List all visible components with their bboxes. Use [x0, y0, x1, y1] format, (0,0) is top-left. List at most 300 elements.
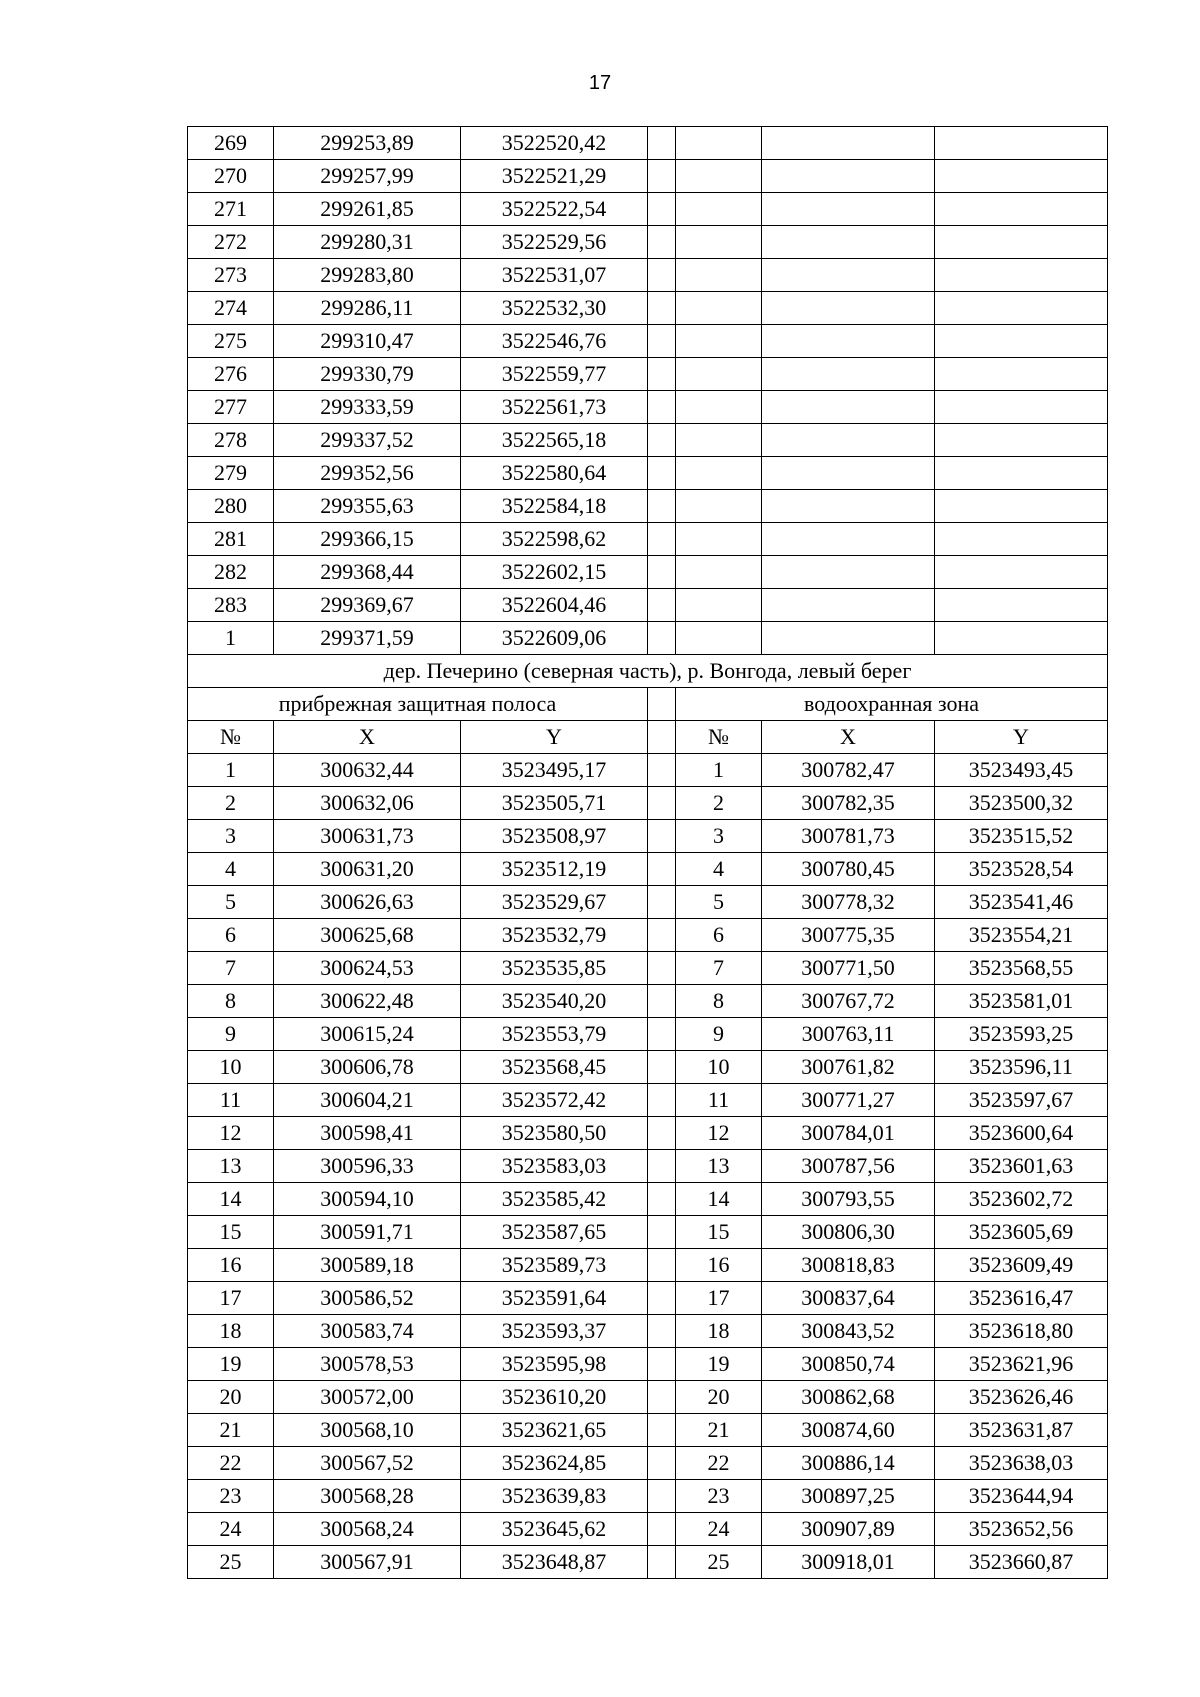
x-coordinate: 299286,11: [274, 292, 461, 325]
table-row: [188, 853, 1108, 886]
y-coordinate-right: 3523597,67: [935, 1084, 1108, 1117]
empty-cell: [935, 160, 1108, 193]
x-coordinate-right: 300793,55: [762, 1183, 935, 1216]
point-number-left: 19: [188, 1348, 274, 1381]
x-coordinate-left: 300594,10: [274, 1183, 461, 1216]
x-coordinate-right: 300782,47: [762, 754, 935, 787]
x-coordinate: 299371,59: [274, 622, 461, 655]
x-coordinate: 299368,44: [274, 556, 461, 589]
separator-cell: [648, 424, 676, 457]
point-number-right: 17: [676, 1282, 762, 1315]
y-coordinate-right: 3523493,45: [935, 754, 1108, 787]
x-coordinate-right: 300850,74: [762, 1348, 935, 1381]
y-coordinate-right: 3523515,52: [935, 820, 1108, 853]
point-number-right: 23: [676, 1480, 762, 1513]
x-coordinate: 299280,31: [274, 226, 461, 259]
point-number-left: 15: [188, 1216, 274, 1249]
table-row: [188, 556, 1108, 589]
y-coordinate-right: 3523528,54: [935, 853, 1108, 886]
table-row: [188, 1117, 1108, 1150]
separator-cell: [648, 1150, 676, 1183]
y-coordinate: 3522604,46: [461, 589, 648, 622]
y-coordinate-left: 3523580,50: [461, 1117, 648, 1150]
y-coordinate: 3522602,15: [461, 556, 648, 589]
empty-cell: [676, 358, 762, 391]
point-number-right: 21: [676, 1414, 762, 1447]
y-coordinate: 3522532,30: [461, 292, 648, 325]
point-number-right: 18: [676, 1315, 762, 1348]
y-coordinate: 3522521,29: [461, 160, 648, 193]
point-number-left: 5: [188, 886, 274, 919]
separator-cell: [648, 490, 676, 523]
table-row: [188, 226, 1108, 259]
point-number: 271: [188, 193, 274, 226]
empty-cell: [935, 490, 1108, 523]
separator-cell: [648, 919, 676, 952]
x-coordinate-right: 300862,68: [762, 1381, 935, 1414]
y-coordinate: 3522520,42: [461, 127, 648, 160]
separator-cell: [648, 127, 676, 160]
point-number-right: 22: [676, 1447, 762, 1480]
y-coordinate: 3522609,06: [461, 622, 648, 655]
x-coordinate-left: 300586,52: [274, 1282, 461, 1315]
empty-cell: [935, 292, 1108, 325]
empty-cell: [762, 424, 935, 457]
empty-cell: [935, 226, 1108, 259]
separator-cell: [648, 688, 676, 721]
y-coordinate: 3522561,73: [461, 391, 648, 424]
x-coordinate-right: 300818,83: [762, 1249, 935, 1282]
empty-cell: [676, 523, 762, 556]
point-number: 280: [188, 490, 274, 523]
empty-cell: [762, 325, 935, 358]
y-coordinate-left: 3523624,85: [461, 1447, 648, 1480]
x-coordinate-left: 300589,18: [274, 1249, 461, 1282]
table-row: [188, 1051, 1108, 1084]
x-coordinate-left: 300622,48: [274, 985, 461, 1018]
point-number: 282: [188, 556, 274, 589]
x-coordinate-left: 300631,20: [274, 853, 461, 886]
x-coordinate-left: 300632,44: [274, 754, 461, 787]
point-number-left: 18: [188, 1315, 274, 1348]
point-number-left: 22: [188, 1447, 274, 1480]
empty-cell: [935, 259, 1108, 292]
separator-cell: [648, 1414, 676, 1447]
header-x-right: X: [762, 721, 935, 754]
empty-cell: [762, 556, 935, 589]
table-row: [188, 358, 1108, 391]
point-number-left: 4: [188, 853, 274, 886]
point-number-right: 25: [676, 1546, 762, 1579]
y-coordinate-right: 3523593,25: [935, 1018, 1108, 1051]
y-coordinate: 3522565,18: [461, 424, 648, 457]
y-coordinate-right: 3523631,87: [935, 1414, 1108, 1447]
separator-cell: [648, 1513, 676, 1546]
point-number-right: 12: [676, 1117, 762, 1150]
empty-cell: [676, 127, 762, 160]
point-number: 274: [188, 292, 274, 325]
point-number-right: 8: [676, 985, 762, 1018]
point-number-right: 19: [676, 1348, 762, 1381]
point-number: 281: [188, 523, 274, 556]
y-coordinate-left: 3523572,42: [461, 1084, 648, 1117]
separator-cell: [648, 589, 676, 622]
point-number-right: 1: [676, 754, 762, 787]
separator-cell: [648, 721, 676, 754]
separator-cell: [648, 1018, 676, 1051]
y-coordinate-right: 3523609,49: [935, 1249, 1108, 1282]
empty-cell: [762, 292, 935, 325]
y-coordinate-right: 3523602,72: [935, 1183, 1108, 1216]
empty-cell: [935, 358, 1108, 391]
y-coordinate: 3522584,18: [461, 490, 648, 523]
y-coordinate-right: 3523500,32: [935, 787, 1108, 820]
y-coordinate-right: 3523605,69: [935, 1216, 1108, 1249]
separator-cell: [648, 1447, 676, 1480]
x-coordinate: 299352,56: [274, 457, 461, 490]
y-coordinate-left: 3523495,17: [461, 754, 648, 787]
y-coordinate-left: 3523508,97: [461, 820, 648, 853]
point-number-right: 3: [676, 820, 762, 853]
x-coordinate-right: 300886,14: [762, 1447, 935, 1480]
empty-cell: [762, 127, 935, 160]
x-coordinate-right: 300907,89: [762, 1513, 935, 1546]
table-row: [188, 886, 1108, 919]
point-number-right: 13: [676, 1150, 762, 1183]
separator-cell: [648, 886, 676, 919]
empty-cell: [676, 391, 762, 424]
separator-cell: [648, 1051, 676, 1084]
table-row: [188, 490, 1108, 523]
x-coordinate-left: 300631,73: [274, 820, 461, 853]
x-coordinate: 299366,15: [274, 523, 461, 556]
point-number: 272: [188, 226, 274, 259]
table-row: [188, 127, 1108, 160]
point-number-right: 11: [676, 1084, 762, 1117]
point-number-left: 2: [188, 787, 274, 820]
point-number: 273: [188, 259, 274, 292]
empty-cell: [676, 325, 762, 358]
y-coordinate-right: 3523554,21: [935, 919, 1108, 952]
separator-cell: [648, 952, 676, 985]
empty-cell: [676, 622, 762, 655]
point-number: 278: [188, 424, 274, 457]
point-number: 269: [188, 127, 274, 160]
point-number-left: 6: [188, 919, 274, 952]
x-coordinate-right: 300784,01: [762, 1117, 935, 1150]
x-coordinate-right: 300781,73: [762, 820, 935, 853]
x-coordinate: 299369,67: [274, 589, 461, 622]
empty-cell: [676, 160, 762, 193]
separator-cell: [648, 787, 676, 820]
header-num-right: №: [676, 721, 762, 754]
x-coordinate-left: 300606,78: [274, 1051, 461, 1084]
empty-cell: [762, 490, 935, 523]
x-coordinate: 299257,99: [274, 160, 461, 193]
separator-cell: [648, 226, 676, 259]
table-row: [188, 820, 1108, 853]
y-coordinate: 3522522,54: [461, 193, 648, 226]
point-number: 276: [188, 358, 274, 391]
y-coordinate-right: 3523618,80: [935, 1315, 1108, 1348]
table-row: [188, 1546, 1108, 1579]
separator-cell: [648, 985, 676, 1018]
x-coordinate: 299283,80: [274, 259, 461, 292]
point-number-right: 5: [676, 886, 762, 919]
point-number-left: 8: [188, 985, 274, 1018]
right-zone-title: водоохранная зона: [676, 688, 1108, 721]
table-row: [188, 754, 1108, 787]
y-coordinate-left: 3523589,73: [461, 1249, 648, 1282]
separator-cell: [648, 853, 676, 886]
table-row: [188, 424, 1108, 457]
separator-cell: [648, 1546, 676, 1579]
x-coordinate-right: 300806,30: [762, 1216, 935, 1249]
y-coordinate-left: 3523568,45: [461, 1051, 648, 1084]
x-coordinate-left: 300625,68: [274, 919, 461, 952]
table-row: [188, 259, 1108, 292]
table-row: [188, 1183, 1108, 1216]
point-number: 279: [188, 457, 274, 490]
separator-cell: [648, 1282, 676, 1315]
table-row: [188, 391, 1108, 424]
x-coordinate-left: 300568,28: [274, 1480, 461, 1513]
table-row: [188, 1348, 1108, 1381]
x-coordinate-left: 300626,63: [274, 886, 461, 919]
point-number-left: 3: [188, 820, 274, 853]
y-coordinate-right: 3523626,46: [935, 1381, 1108, 1414]
empty-cell: [762, 193, 935, 226]
empty-cell: [676, 457, 762, 490]
y-coordinate-left: 3523591,64: [461, 1282, 648, 1315]
y-coordinate-right: 3523596,11: [935, 1051, 1108, 1084]
y-coordinate-right: 3523616,47: [935, 1282, 1108, 1315]
point-number: 270: [188, 160, 274, 193]
separator-cell: [648, 391, 676, 424]
y-coordinate-right: 3523581,01: [935, 985, 1108, 1018]
empty-cell: [935, 622, 1108, 655]
empty-cell: [676, 490, 762, 523]
empty-cell: [676, 292, 762, 325]
empty-cell: [676, 589, 762, 622]
point-number-left: 12: [188, 1117, 274, 1150]
table-row: [188, 1513, 1108, 1546]
y-coordinate: 3522580,64: [461, 457, 648, 490]
point-number: 1: [188, 622, 274, 655]
x-coordinate-right: 300771,50: [762, 952, 935, 985]
point-number-left: 21: [188, 1414, 274, 1447]
point-number: 275: [188, 325, 274, 358]
point-number-left: 13: [188, 1150, 274, 1183]
x-coordinate-left: 300567,52: [274, 1447, 461, 1480]
y-coordinate-right: 3523660,87: [935, 1546, 1108, 1579]
empty-cell: [935, 523, 1108, 556]
x-coordinate-right: 300874,60: [762, 1414, 935, 1447]
y-coordinate-left: 3523532,79: [461, 919, 648, 952]
table-row: [188, 325, 1108, 358]
y-coordinate: 3522529,56: [461, 226, 648, 259]
empty-cell: [935, 325, 1108, 358]
table-row: [188, 1084, 1108, 1117]
y-coordinate-left: 3523585,42: [461, 1183, 648, 1216]
x-coordinate-right: 300761,82: [762, 1051, 935, 1084]
table-row: [188, 1249, 1108, 1282]
x-coordinate-left: 300596,33: [274, 1150, 461, 1183]
header-y-left: Y: [461, 721, 648, 754]
table-row: [188, 457, 1108, 490]
x-coordinate: 299330,79: [274, 358, 461, 391]
empty-cell: [762, 622, 935, 655]
empty-cell: [762, 391, 935, 424]
point-number-right: 2: [676, 787, 762, 820]
separator-cell: [648, 556, 676, 589]
separator-cell: [648, 1381, 676, 1414]
point-number-left: 10: [188, 1051, 274, 1084]
table-row: [188, 919, 1108, 952]
empty-cell: [935, 127, 1108, 160]
y-coordinate-right: 3523601,63: [935, 1150, 1108, 1183]
separator-cell: [648, 457, 676, 490]
header-y-right: Y: [935, 721, 1108, 754]
y-coordinate-left: 3523639,83: [461, 1480, 648, 1513]
separator-cell: [648, 1084, 676, 1117]
table-row: [188, 952, 1108, 985]
empty-cell: [762, 457, 935, 490]
table-row: [188, 622, 1108, 655]
empty-cell: [676, 259, 762, 292]
y-coordinate-left: 3523583,03: [461, 1150, 648, 1183]
x-coordinate-right: 300763,11: [762, 1018, 935, 1051]
x-coordinate-left: 300604,21: [274, 1084, 461, 1117]
y-coordinate-left: 3523645,62: [461, 1513, 648, 1546]
separator-cell: [648, 1480, 676, 1513]
table-row: [188, 292, 1108, 325]
header-x-left: X: [274, 721, 461, 754]
separator-cell: [648, 193, 676, 226]
y-coordinate-right: 3523638,03: [935, 1447, 1108, 1480]
x-coordinate-right: 300767,72: [762, 985, 935, 1018]
x-coordinate-right: 300775,35: [762, 919, 935, 952]
table-row: [188, 1282, 1108, 1315]
zone-title-row: [188, 688, 1108, 721]
y-coordinate-right: 3523541,46: [935, 886, 1108, 919]
x-coordinate-left: 300572,00: [274, 1381, 461, 1414]
separator-cell: [648, 1315, 676, 1348]
point-number-right: 9: [676, 1018, 762, 1051]
x-coordinate-left: 300591,71: [274, 1216, 461, 1249]
y-coordinate-right: 3523652,56: [935, 1513, 1108, 1546]
x-coordinate-left: 300615,24: [274, 1018, 461, 1051]
section-title: дер. Печерино (северная часть), р. Вонгода, левый берег: [188, 655, 1108, 688]
table-row: [188, 193, 1108, 226]
table-row: [188, 1018, 1108, 1051]
point-number-right: 6: [676, 919, 762, 952]
empty-cell: [935, 424, 1108, 457]
y-coordinate-left: 3523595,98: [461, 1348, 648, 1381]
empty-cell: [676, 556, 762, 589]
x-coordinate-right: 300897,25: [762, 1480, 935, 1513]
point-number-right: 7: [676, 952, 762, 985]
empty-cell: [935, 193, 1108, 226]
point-number-right: 15: [676, 1216, 762, 1249]
point-number-right: 14: [676, 1183, 762, 1216]
separator-cell: [648, 259, 676, 292]
table-row: [188, 1480, 1108, 1513]
empty-cell: [676, 424, 762, 457]
y-coordinate: 3522531,07: [461, 259, 648, 292]
x-coordinate: 299355,63: [274, 490, 461, 523]
y-coordinate-left: 3523593,37: [461, 1315, 648, 1348]
separator-cell: [648, 622, 676, 655]
x-coordinate-left: 300632,06: [274, 787, 461, 820]
x-coordinate-left: 300568,24: [274, 1513, 461, 1546]
table-row: [188, 1414, 1108, 1447]
empty-cell: [935, 556, 1108, 589]
empty-cell: [762, 160, 935, 193]
point-number-left: 1: [188, 754, 274, 787]
point-number-left: 24: [188, 1513, 274, 1546]
empty-cell: [935, 589, 1108, 622]
page-number: 17: [588, 72, 612, 94]
empty-cell: [935, 391, 1108, 424]
left-zone-title: прибрежная защитная полоса: [188, 688, 648, 721]
y-coordinate-left: 3523529,67: [461, 886, 648, 919]
y-coordinate-right: 3523568,55: [935, 952, 1108, 985]
point-number: 277: [188, 391, 274, 424]
separator-cell: [648, 1183, 676, 1216]
x-coordinate: 299337,52: [274, 424, 461, 457]
point-number-left: 17: [188, 1282, 274, 1315]
table-row: [188, 985, 1108, 1018]
empty-cell: [762, 589, 935, 622]
x-coordinate-right: 300787,56: [762, 1150, 935, 1183]
point-number-right: 20: [676, 1381, 762, 1414]
empty-cell: [676, 226, 762, 259]
separator-cell: [648, 754, 676, 787]
x-coordinate-left: 300567,91: [274, 1546, 461, 1579]
table-row: [188, 1216, 1108, 1249]
x-coordinate-right: 300843,52: [762, 1315, 935, 1348]
separator-cell: [648, 325, 676, 358]
coordinates-table: [187, 126, 1108, 1579]
separator-cell: [648, 1117, 676, 1150]
table-row: [188, 589, 1108, 622]
x-coordinate-right: 300918,01: [762, 1546, 935, 1579]
point-number-left: 9: [188, 1018, 274, 1051]
y-coordinate-left: 3523587,65: [461, 1216, 648, 1249]
y-coordinate-left: 3523553,79: [461, 1018, 648, 1051]
y-coordinate-left: 3523648,87: [461, 1546, 648, 1579]
column-header-row: [188, 721, 1108, 754]
separator-cell: [648, 1348, 676, 1381]
empty-cell: [762, 226, 935, 259]
separator-cell: [648, 292, 676, 325]
x-coordinate: 299310,47: [274, 325, 461, 358]
point-number-right: 24: [676, 1513, 762, 1546]
y-coordinate: 3522598,62: [461, 523, 648, 556]
y-coordinate: 3522546,76: [461, 325, 648, 358]
table-row: [188, 160, 1108, 193]
y-coordinate-left: 3523512,19: [461, 853, 648, 886]
x-coordinate: 299333,59: [274, 391, 461, 424]
table-row: [188, 523, 1108, 556]
separator-cell: [648, 358, 676, 391]
separator-cell: [648, 1249, 676, 1282]
separator-cell: [648, 1216, 676, 1249]
empty-cell: [762, 523, 935, 556]
empty-cell: [935, 457, 1108, 490]
x-coordinate-left: 300624,53: [274, 952, 461, 985]
